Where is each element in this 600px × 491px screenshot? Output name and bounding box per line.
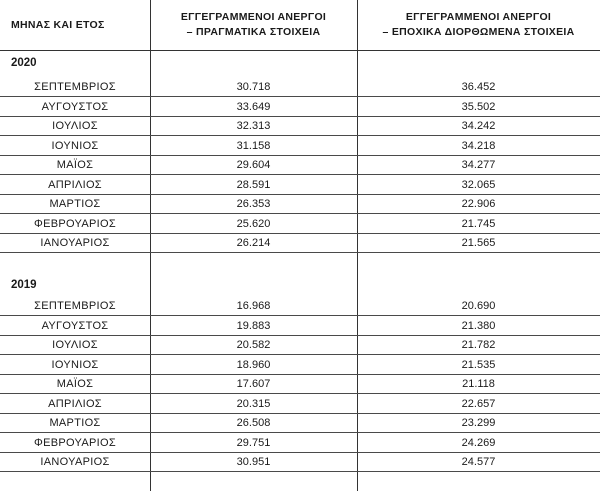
- seasonal-value-cell: 34.277: [461, 159, 496, 171]
- actual-value-cell: 29.751: [236, 436, 271, 449]
- table-row: [0, 395, 600, 414]
- seasonal-value-cell: 24.269: [461, 436, 496, 449]
- month-cell: ΣΕΠΤΕΜΒΡΙΟΣ: [34, 300, 116, 312]
- table-row: [0, 297, 600, 316]
- month-cell: ΙΟΥΝΙΟΣ: [51, 139, 99, 152]
- actual-value-cell: 26.214: [236, 237, 271, 249]
- month-cell: ΑΠΡΙΛΙΟΣ: [48, 397, 102, 410]
- header-seasonal-cell: [357, 0, 600, 50]
- table-row: [0, 98, 600, 117]
- seasonal-value-cell: 35.502: [461, 100, 496, 113]
- month-cell: ΜΑΪΟΣ: [56, 378, 94, 390]
- seasonal-value-cell: 34.218: [461, 139, 496, 152]
- month-cell: ΦΕΒΡΟΥΑΡΙΟΣ: [34, 217, 116, 230]
- actual-value-cell: 25.620: [236, 217, 271, 230]
- actual-value-cell: 16.968: [236, 300, 271, 312]
- table-row: [0, 137, 600, 156]
- seasonal-value-cell: 32.065: [461, 178, 496, 191]
- seasonal-value-cell: 21.782: [461, 339, 496, 351]
- seasonal-value-cell: 21.565: [461, 237, 496, 249]
- actual-value-cell: 28.591: [236, 178, 271, 191]
- table-row: [0, 176, 600, 195]
- month-cell: ΣΕΠΤΕΜΒΡΙΟΣ: [34, 81, 116, 93]
- table-row: [0, 375, 600, 394]
- header-rule: [0, 50, 600, 51]
- month-cell: ΙΟΥΛΙΟΣ: [52, 339, 98, 351]
- month-cell: ΙΑΝΟΥΑΡΙΟΣ: [40, 456, 110, 468]
- year-heading: 2020: [11, 57, 37, 69]
- month-cell: ΑΥΓΟΥΣΤΟΣ: [41, 100, 109, 113]
- month-cell: ΜΑΡΤΙΟΣ: [49, 417, 101, 429]
- table-row: [0, 215, 600, 234]
- row-divider: [0, 252, 600, 253]
- actual-value-cell: 29.604: [236, 159, 271, 171]
- table-row: [0, 434, 600, 453]
- row-divider: [0, 471, 600, 472]
- table-row: [0, 414, 600, 433]
- actual-value-cell: 19.883: [236, 319, 271, 332]
- table-row: [0, 336, 600, 355]
- seasonal-value-cell: 21.535: [461, 358, 496, 371]
- month-cell: ΙΟΥΝΙΟΣ: [51, 358, 99, 371]
- seasonal-value-cell: 21.118: [462, 378, 495, 390]
- month-cell: ΙΑΝΟΥΑΡΙΟΣ: [40, 237, 110, 249]
- header-month-label: ΜΗΝΑΣ ΚΑΙ ΕΤΟΣ: [11, 18, 105, 31]
- header-actual-line2: – ΠΡΑΓΜΑΤΙΚΑ ΣΤΟΙΧΕΙΑ: [186, 26, 321, 38]
- month-cell: ΦΕΒΡΟΥΑΡΙΟΣ: [34, 436, 116, 449]
- actual-value-cell: 20.315: [236, 397, 271, 410]
- actual-value-cell: 30.718: [236, 81, 271, 93]
- table-row: [0, 453, 600, 472]
- actual-value-cell: 32.313: [236, 120, 271, 132]
- year-heading: 2019: [11, 279, 37, 291]
- table-row: [0, 117, 600, 136]
- table-row: [0, 78, 600, 97]
- actual-value-cell: 26.508: [236, 417, 271, 429]
- seasonal-value-cell: 21.380: [461, 319, 496, 332]
- actual-value-cell: 18.960: [236, 358, 271, 371]
- table-row: [0, 317, 600, 336]
- month-cell: ΑΠΡΙΛΙΟΣ: [48, 178, 102, 191]
- month-cell: ΜΑΡΤΙΟΣ: [49, 198, 101, 210]
- actual-value-cell: 31.158: [236, 139, 271, 152]
- seasonal-value-cell: 24.577: [461, 456, 496, 468]
- actual-value-cell: 30.951: [236, 456, 271, 468]
- actual-value-cell: 26.353: [236, 198, 271, 210]
- month-cell: ΜΑΪΟΣ: [56, 159, 94, 171]
- actual-value-cell: 17.607: [236, 378, 271, 390]
- table-row: [0, 234, 600, 253]
- seasonal-value-cell: 21.745: [461, 217, 496, 230]
- header-seasonal-line1: ΕΓΓΕΓΡΑΜΜΕΝΟΙ ΑΝΕΡΓΟΙ: [405, 11, 552, 23]
- seasonal-value-cell: 23.299: [461, 417, 496, 429]
- month-cell: ΑΥΓΟΥΣΤΟΣ: [41, 319, 109, 332]
- seasonal-value-cell: 20.690: [461, 300, 496, 312]
- seasonal-value-cell: 36.452: [461, 81, 496, 93]
- table-row: [0, 195, 600, 214]
- actual-value-cell: 20.582: [236, 339, 271, 351]
- header-month-cell: [0, 0, 150, 50]
- header-actual-cell: [150, 0, 357, 50]
- header-actual-line1: ΕΓΓΕΓΡΑΜΜΕΝΟΙ ΑΝΕΡΓΟΙ: [180, 11, 327, 23]
- header-seasonal-line2: – ΕΠΟΧΙΚΑ ΔΙΟΡΘΩΜΕΝΑ ΣΤΟΙΧΕΙΑ: [382, 26, 575, 38]
- table-row: [0, 356, 600, 375]
- actual-value-cell: 33.649: [236, 100, 271, 113]
- table-row: [0, 156, 600, 175]
- seasonal-value-cell: 34.242: [461, 120, 496, 132]
- table-header: [0, 0, 600, 50]
- seasonal-value-cell: 22.657: [461, 397, 496, 410]
- seasonal-value-cell: 22.906: [461, 198, 496, 210]
- month-cell: ΙΟΥΛΙΟΣ: [52, 120, 98, 132]
